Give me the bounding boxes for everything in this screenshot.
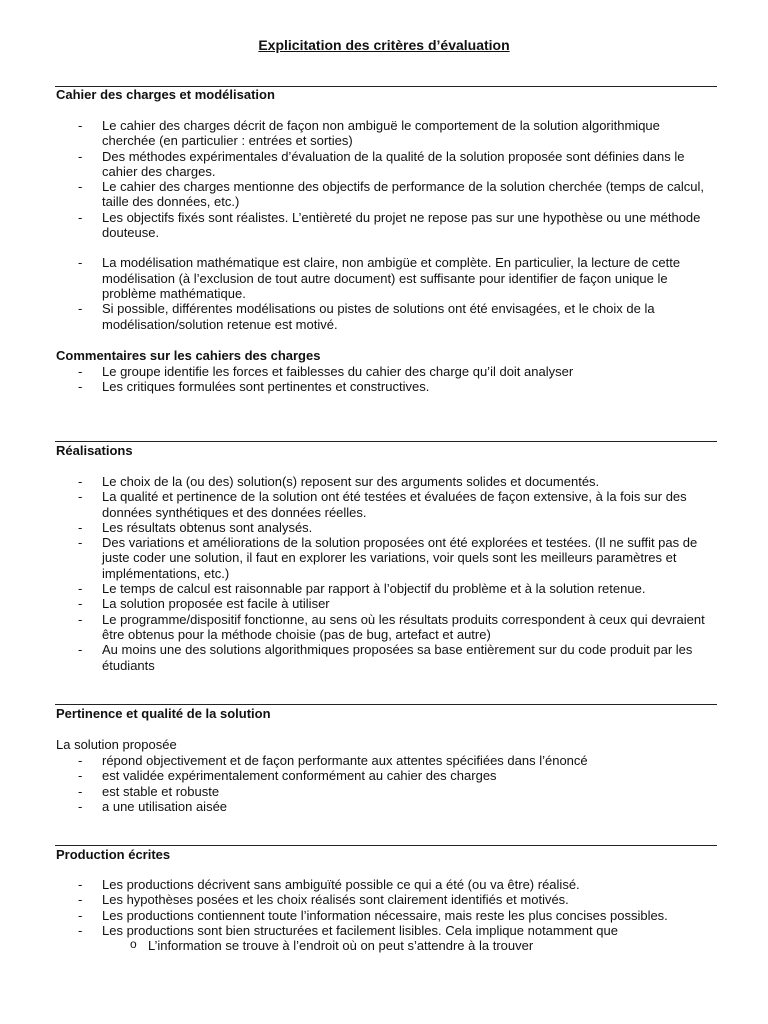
list-item: - Les critiques formulées sont pertinentes et constructives. — [56, 379, 716, 394]
section-list-pertinence — [56, 753, 716, 814]
list-item: - est stable et robuste — [56, 784, 716, 799]
list-item: - Les productions contiennent toute l’information nécessaire, mais reste les plus concises possibles. — [56, 908, 716, 923]
list-item: - Le cahier des charges décrit de façon non ambiguë le comportement de la solution algorithmique cherchée (en particulier : entrées et sorties) — [56, 118, 716, 149]
list-item: - Le temps de calcul est raisonnable par rapport à l’objectif du problème et à la solution retenue. — [56, 581, 716, 596]
section-list-commentaires — [56, 364, 716, 395]
section-heading-realisations: Réalisations — [56, 443, 133, 458]
section-list-realisations — [56, 474, 716, 673]
list-item: - Si possible, différentes modélisations ou pistes de solutions ont été envisagées, et le choix de la modélisation/solution retenue est motivé. — [56, 301, 716, 332]
section-divider — [55, 704, 717, 705]
list-item: - Les résultats obtenus sont analysés. — [56, 520, 716, 535]
list-item: - Des méthodes expérimentales d’évaluation de la qualité de la solution proposée sont définies dans le cahier des charges. — [56, 149, 716, 180]
section-heading-production-ecrites: Production écrites — [56, 847, 171, 862]
list-item — [56, 923, 716, 954]
list-item: - Les productions décrivent sans ambiguïté possible ce qui a été (ou va être) réalisé. — [56, 877, 716, 892]
sub-list-item: o L’information se trouve à l’endroit où on peut s’attendre à la trouver — [102, 938, 716, 953]
list-item: - La solution proposée est facile à utiliser — [56, 596, 716, 611]
list-item: - Au moins une des solutions algorithmiques proposées sa base entièrement sur du code produit par les étudiants — [56, 642, 716, 673]
list-item: - Le groupe identifie les forces et faiblesses du cahier des charge qu’il doit analyser — [56, 364, 716, 379]
section-list-production-ecrites — [56, 877, 716, 953]
sub-list — [102, 938, 716, 953]
section-intro-pertinence: La solution proposée — [56, 737, 177, 752]
list-item: - Des variations et améliorations de la solution proposées ont été explorées et testées. (Il ne suffit pas de juste coder une solution, il faut en explorer les variations, voir quels sont les meilleurs paramètres et implémentations, etc.) — [56, 535, 716, 581]
list-item: - Les objectifs fixés sont réalistes. L’entièreté du projet ne repose pas sur une hypothèse ou une méthode douteuse. — [56, 210, 716, 241]
list-item: - La modélisation mathématique est claire, non ambigüe et complète. En particulier, la lecture de cette modélisation (à l’exclusion de tout autre document) est suffisante pour identifier de façon unique le problème mathématique. — [56, 255, 716, 301]
list-item: - La qualité et pertinence de la solution ont été testées et évaluées de façon extensive, à la fois sur des données synthétiques et des données réelles. — [56, 489, 716, 520]
section-heading-pertinence: Pertinence et qualité de la solution — [56, 706, 271, 721]
list-item-text: Les productions sont bien structurées et facilement lisibles. Cela implique notamment que — [102, 922, 618, 938]
list-item: - Le programme/dispositif fonctionne, au sens où les résultats produits correspondent à ceux qui devraient être obtenus pour la méthode choisie (pas de bug, artefact et autre) — [56, 612, 716, 643]
list-item: - Les hypothèses posées et les choix réalisés sont clairement identifiés et motivés. — [56, 892, 716, 907]
list-item: - répond objectivement et de façon performante aux attentes spécifiées dans l’énoncé — [56, 753, 716, 768]
section-list-cahier-des-charges — [56, 118, 716, 332]
section-heading-cahier-des-charges: Cahier des charges et modélisation — [56, 87, 275, 102]
list-item: - Le choix de la (ou des) solution(s) reposent sur des arguments solides et documentés. — [56, 474, 716, 489]
list-item: - a une utilisation aisée — [56, 799, 716, 814]
section-divider — [55, 845, 717, 846]
section-divider — [55, 441, 717, 442]
document-title: Explicitation des critères d’évaluation — [258, 37, 510, 53]
list-item: - est validée expérimentalement conformément au cahier des charges — [56, 768, 716, 783]
section-heading-commentaires: Commentaires sur les cahiers des charges — [56, 348, 321, 363]
list-item: - Le cahier des charges mentionne des objectifs de performance de la solution cherchée (temps de calcul, taille des données, etc.) — [56, 179, 716, 210]
